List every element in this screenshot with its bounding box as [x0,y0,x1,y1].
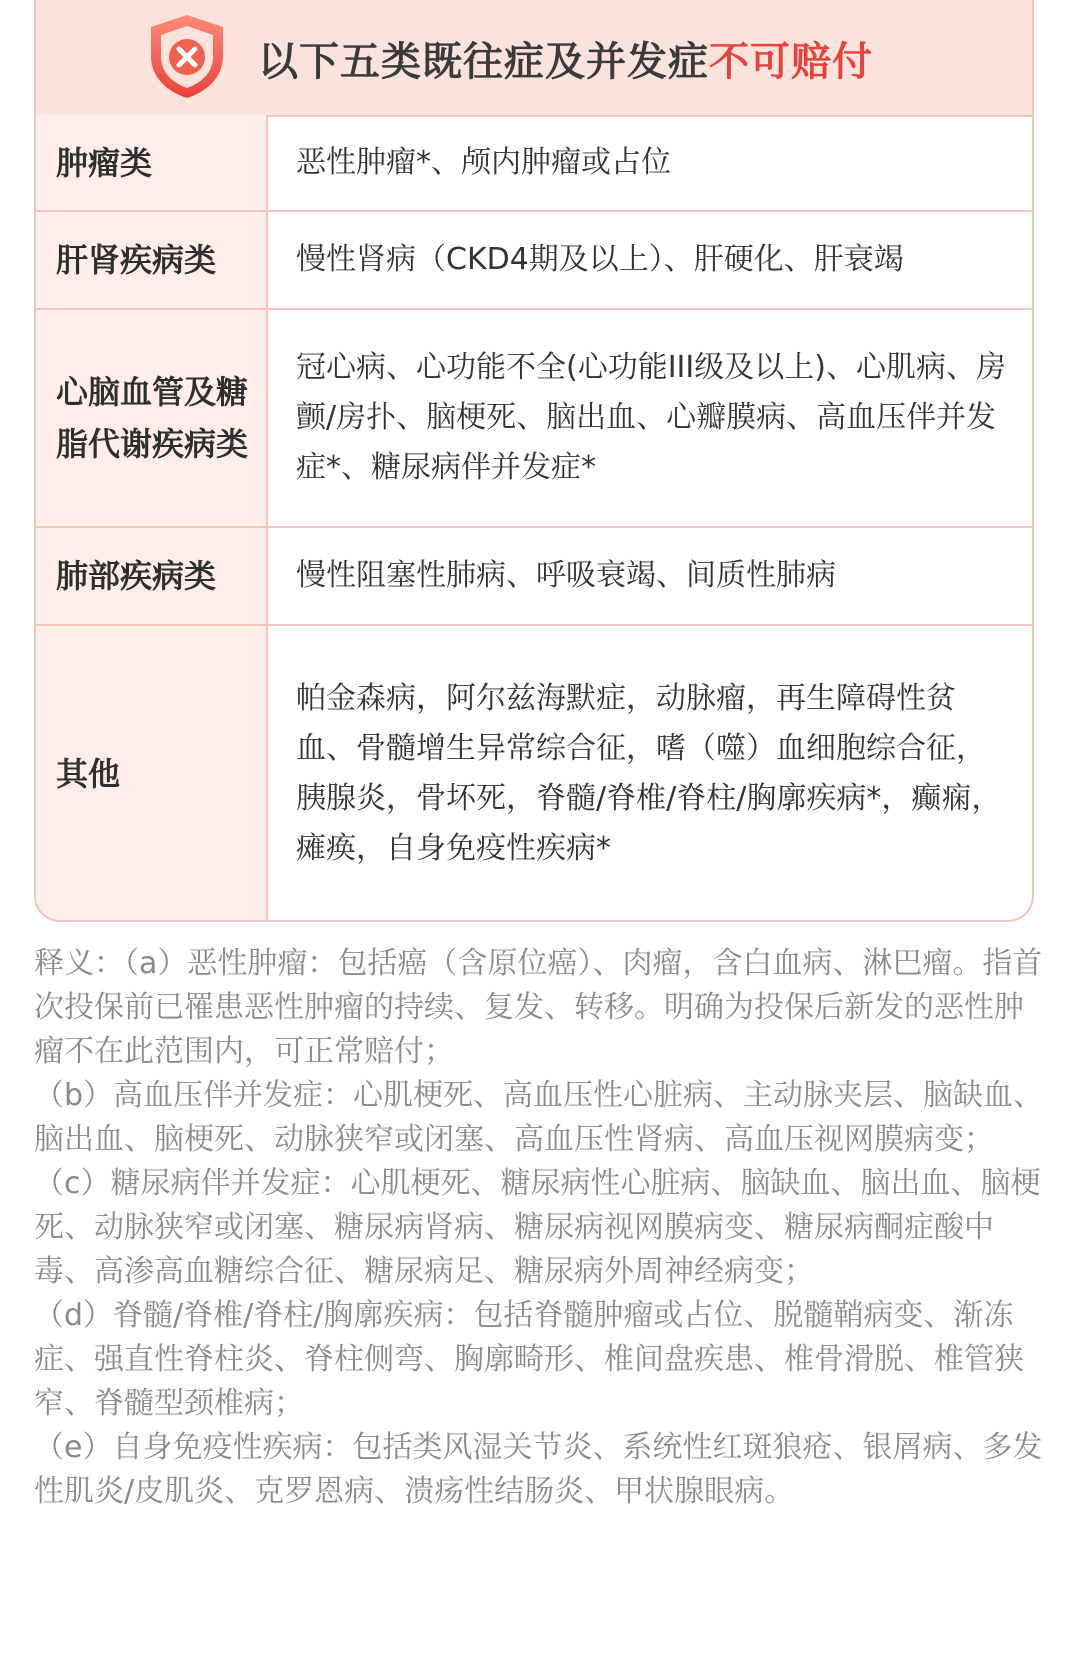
title-main: 以下五类既往症及并发症 [258,39,709,85]
note-b: （b）高血压伴并发症：心肌梗死、高血压性心脏病、主动脉夹层、脑缺血、脑出血、脑梗死、动脉狭窄或闭塞、高血压性肾病、高血压视网膜病变； [34,1078,1044,1157]
row-category: 肝肾疾病类 [36,212,268,308]
note-a: 释义：（a）恶性肿瘤：包括癌（含原位癌）、肉瘤，含白血病、淋巴瘤。指首次投保前已罹患恶性肿瘤的持续、复发、转移。明确为投保后新发的恶性肿瘤不在此范围内，可正常赔付； [34,946,1043,1069]
table-header [36,0,1032,117]
exclusion-table-card [34,0,1034,922]
row-items: 帕金森病，阿尔兹海默症，动脉瘤，再生障碍性贫血、骨髓增生异常综合征，嗜（噬）血细胞综合征，胰腺炎，骨坏死，脊髓/脊椎/脊柱/胸廓疾病*，癫痫，瘫痪，自身免疫性疾病* [296,681,1002,866]
table-row [36,115,1032,212]
table-row [36,212,1032,310]
table-row [36,626,1032,922]
note-c: （c）糖尿病伴并发症：心肌梗死、糖尿病性心脏病、脑缺血、脑出血、脑梗死、动脉狭窄或闭塞、糖尿病肾病、糖尿病视网膜病变、糖尿病酮症酸中毒、高渗高血糖综合征、糖尿病足、糖尿病外周神经病变； [34,1166,1041,1289]
table-row [36,310,1032,528]
row-category: 心脑血管及糖脂代谢疾病类 [36,310,268,526]
row-category: 其他 [36,626,268,922]
table-title [258,30,873,87]
row-items: 恶性肿瘤*、颅内肿瘤或占位 [296,144,671,180]
shield-x-icon [146,12,228,100]
definitions-notes [34,942,1044,1514]
title-warning: 不可赔付 [709,39,873,85]
table-row [36,528,1032,626]
row-category: 肿瘤类 [36,115,268,210]
row-category: 肺部疾病类 [36,528,268,624]
row-items: 慢性阻塞性肺病、呼吸衰竭、间质性肺病 [296,558,836,593]
row-items: 慢性肾病（CKD4期及以上）、肝硬化、肝衰竭 [296,242,904,277]
note-e: （e）自身免疫性疾病：包括类风湿关节炎、系统性红斑狼疮、银屑病、多发性肌炎/皮肌炎、克罗恩病、溃疡性结肠炎、甲状腺眼病。 [34,1430,1043,1509]
row-items: 冠心病、心功能不全(心功能III级及以上)、心肌病、房颤/房扑、脑梗死、脑出血、心瓣膜病、高血压伴并发症*、糖尿病伴并发症* [296,350,1006,485]
note-d: （d）脊髓/脊椎/脊柱/胸廓疾病：包括脊髓肿瘤或占位、脱髓鞘病变、渐冻症、强直性脊柱炎、脊柱侧弯、胸廓畸形、椎间盘疾患、椎骨滑脱、椎管狭窄、脊髓型颈椎病； [34,1298,1024,1421]
